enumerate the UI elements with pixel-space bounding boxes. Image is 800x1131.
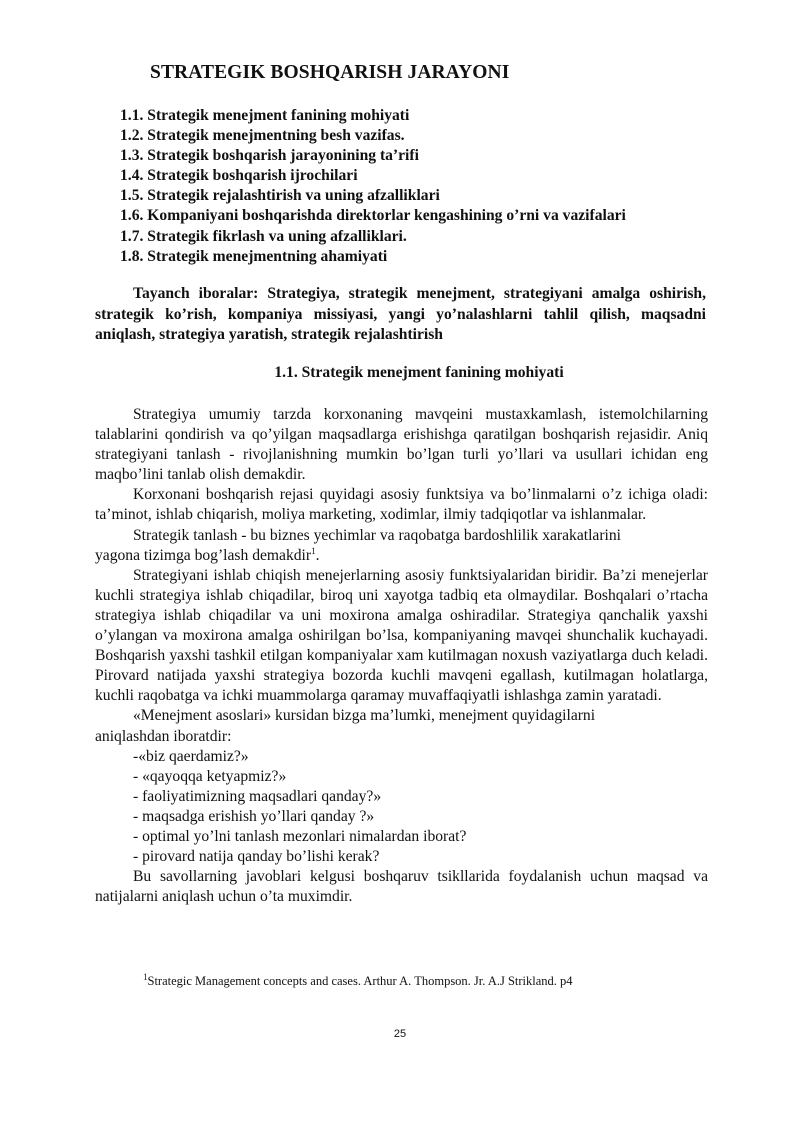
paragraph: Bu savollarning javoblari kelgusi boshqaruv tsikllarida foydalanish uchun maqsad va natijalarni aniqlash uchun o’ta muximdir. (95, 868, 708, 906)
question-item: - faoliyatimizning maqsadlari qanday?» (133, 787, 382, 805)
page-number: 25 (393, 1028, 407, 1040)
footnote (143, 971, 573, 989)
paragraph (95, 546, 708, 566)
toc-item: 1.1. Strategik menejment fanining mohiyati (120, 107, 410, 124)
toc-item: 1.6. Kompaniyani boshqarishda direktorlar kengashining o’rni va vazifalari (120, 207, 626, 225)
footnote-text: Strategic Management concepts and cases. Arthur A. Thompson. Jr. A.J Strikland. p4 (147, 974, 573, 988)
paragraph (95, 727, 708, 747)
paragraph-line: aniqlashdan iboratdir: (95, 727, 232, 745)
table-of-contents (120, 106, 626, 267)
toc-item: 1.2. Strategik menejmentning besh vazifas. (120, 127, 405, 145)
body-text (95, 405, 708, 907)
paragraph-line: Strategik tanlash - bu biznes yechimlar va raqobatga bardoshlilik xarakatlarini (133, 526, 622, 544)
paragraph-line: . (315, 546, 320, 564)
footnote-mark: 1 (143, 971, 148, 982)
paragraph: Strategiyani ishlab chiqish menejerlarning asosiy funktsiyalaridan biridir. Ba’zi menejerlar kuchli strategiya ishlab chiqadilar, biroq uni xayotga tadbiq eta olmaydilar. Boshqalari o’rtacha strategiya ishlab chiqadilar va uni moxirona amalga oshiradilar. Strategiya qanchalik yaxshi o’ylangan va moxirona amalga oshirilgan bo’lsa, kompaniyaning mavqei shunchalik kuchayadi. Boshqarish yaxshi tashkil etilgan kompaniyalar xam kutilmagan noxush vaziyatlarga duch keladi. Pirovard natijada yaxshi strategiya bozorda kuchli mavqeni egallash, kutilmagan holatlarga, kuchli raqobatga va ichki muammolarga qaramay muvaffaqiyatli ishlashga zamin yaratadi. (95, 566, 708, 705)
paragraph (95, 706, 708, 726)
keywords-paragraph: Tayanch iboralar: Strategiya, strategik menejment, strategiyani amalga oshirish, strategik ko’rish, kompaniya missiyasi, yangi yo’nalashlarni tahlil qilish, maqsadni aniqlash, strategiya yaratish, strategik rejalashtirish (95, 285, 706, 343)
question-item: - «qayoqqa ketyapmiz?» (133, 767, 287, 785)
paragraph (95, 526, 708, 546)
question-item: - maqsadga erishish yo’llari qanday ?» (133, 807, 375, 825)
section-heading: 1.1. Strategik menejment fanining mohiyati (274, 364, 564, 381)
question-item: -«biz qaerdamiz?» (133, 747, 249, 765)
question-item: - optimal yo’lni tanlash mezonlari nimalardan iborat? (133, 827, 467, 845)
paragraph-line: «Menejment asoslari» kursidan bizga ma’lumki, menejment quyidagilarni (133, 707, 596, 725)
question-item: - pirovard natija qanday bo’lishi kerak? (133, 848, 380, 866)
toc-item: 1.3. Strategik boshqarish jarayonining ta’rifi (120, 147, 419, 165)
toc-item: 1.8. Strategik menejmentning ahamiyati (120, 247, 388, 265)
paragraph: Korxonani boshqarish rejasi quyidagi asosiy funktsiya va bo’linmalarni o’z ichiga oladi: ta’minot, ishlab chiqarish, moliya marketing, xodimlar, ilmiy tadqiqotlar va ishlanmalar. (95, 486, 708, 524)
toc-item: 1.4. Strategik boshqarish ijrochilari (120, 167, 358, 185)
page-title: STRATEGIK BOSHQARISH JARAYONI (150, 62, 510, 83)
paragraph-line: yagona tizimga bog’lash demakdir (95, 546, 312, 564)
toc-item: 1.5. Strategik rejalashtirish va uning afzalliklari (120, 187, 440, 205)
footnote-reference[interactable]: 1 (311, 545, 316, 556)
toc-item: 1.7. Strategik fikrlash va uning afzalliklari. (120, 227, 407, 245)
paragraph: Strategiya umumiy tarzda korxonaning mavqeini mustaxkamlash, istemolchilarning talablarini qondirish va qo’yilgan maqsadlarga erishishga qaratilgan boshqarish rejasidir. Aniq strategiyani tanlash - rivojlanishning mumkin bo’lgan turli yo’llari va usullari ichidan eng maqbo’lini tanlab olish demakdir. (95, 406, 708, 484)
